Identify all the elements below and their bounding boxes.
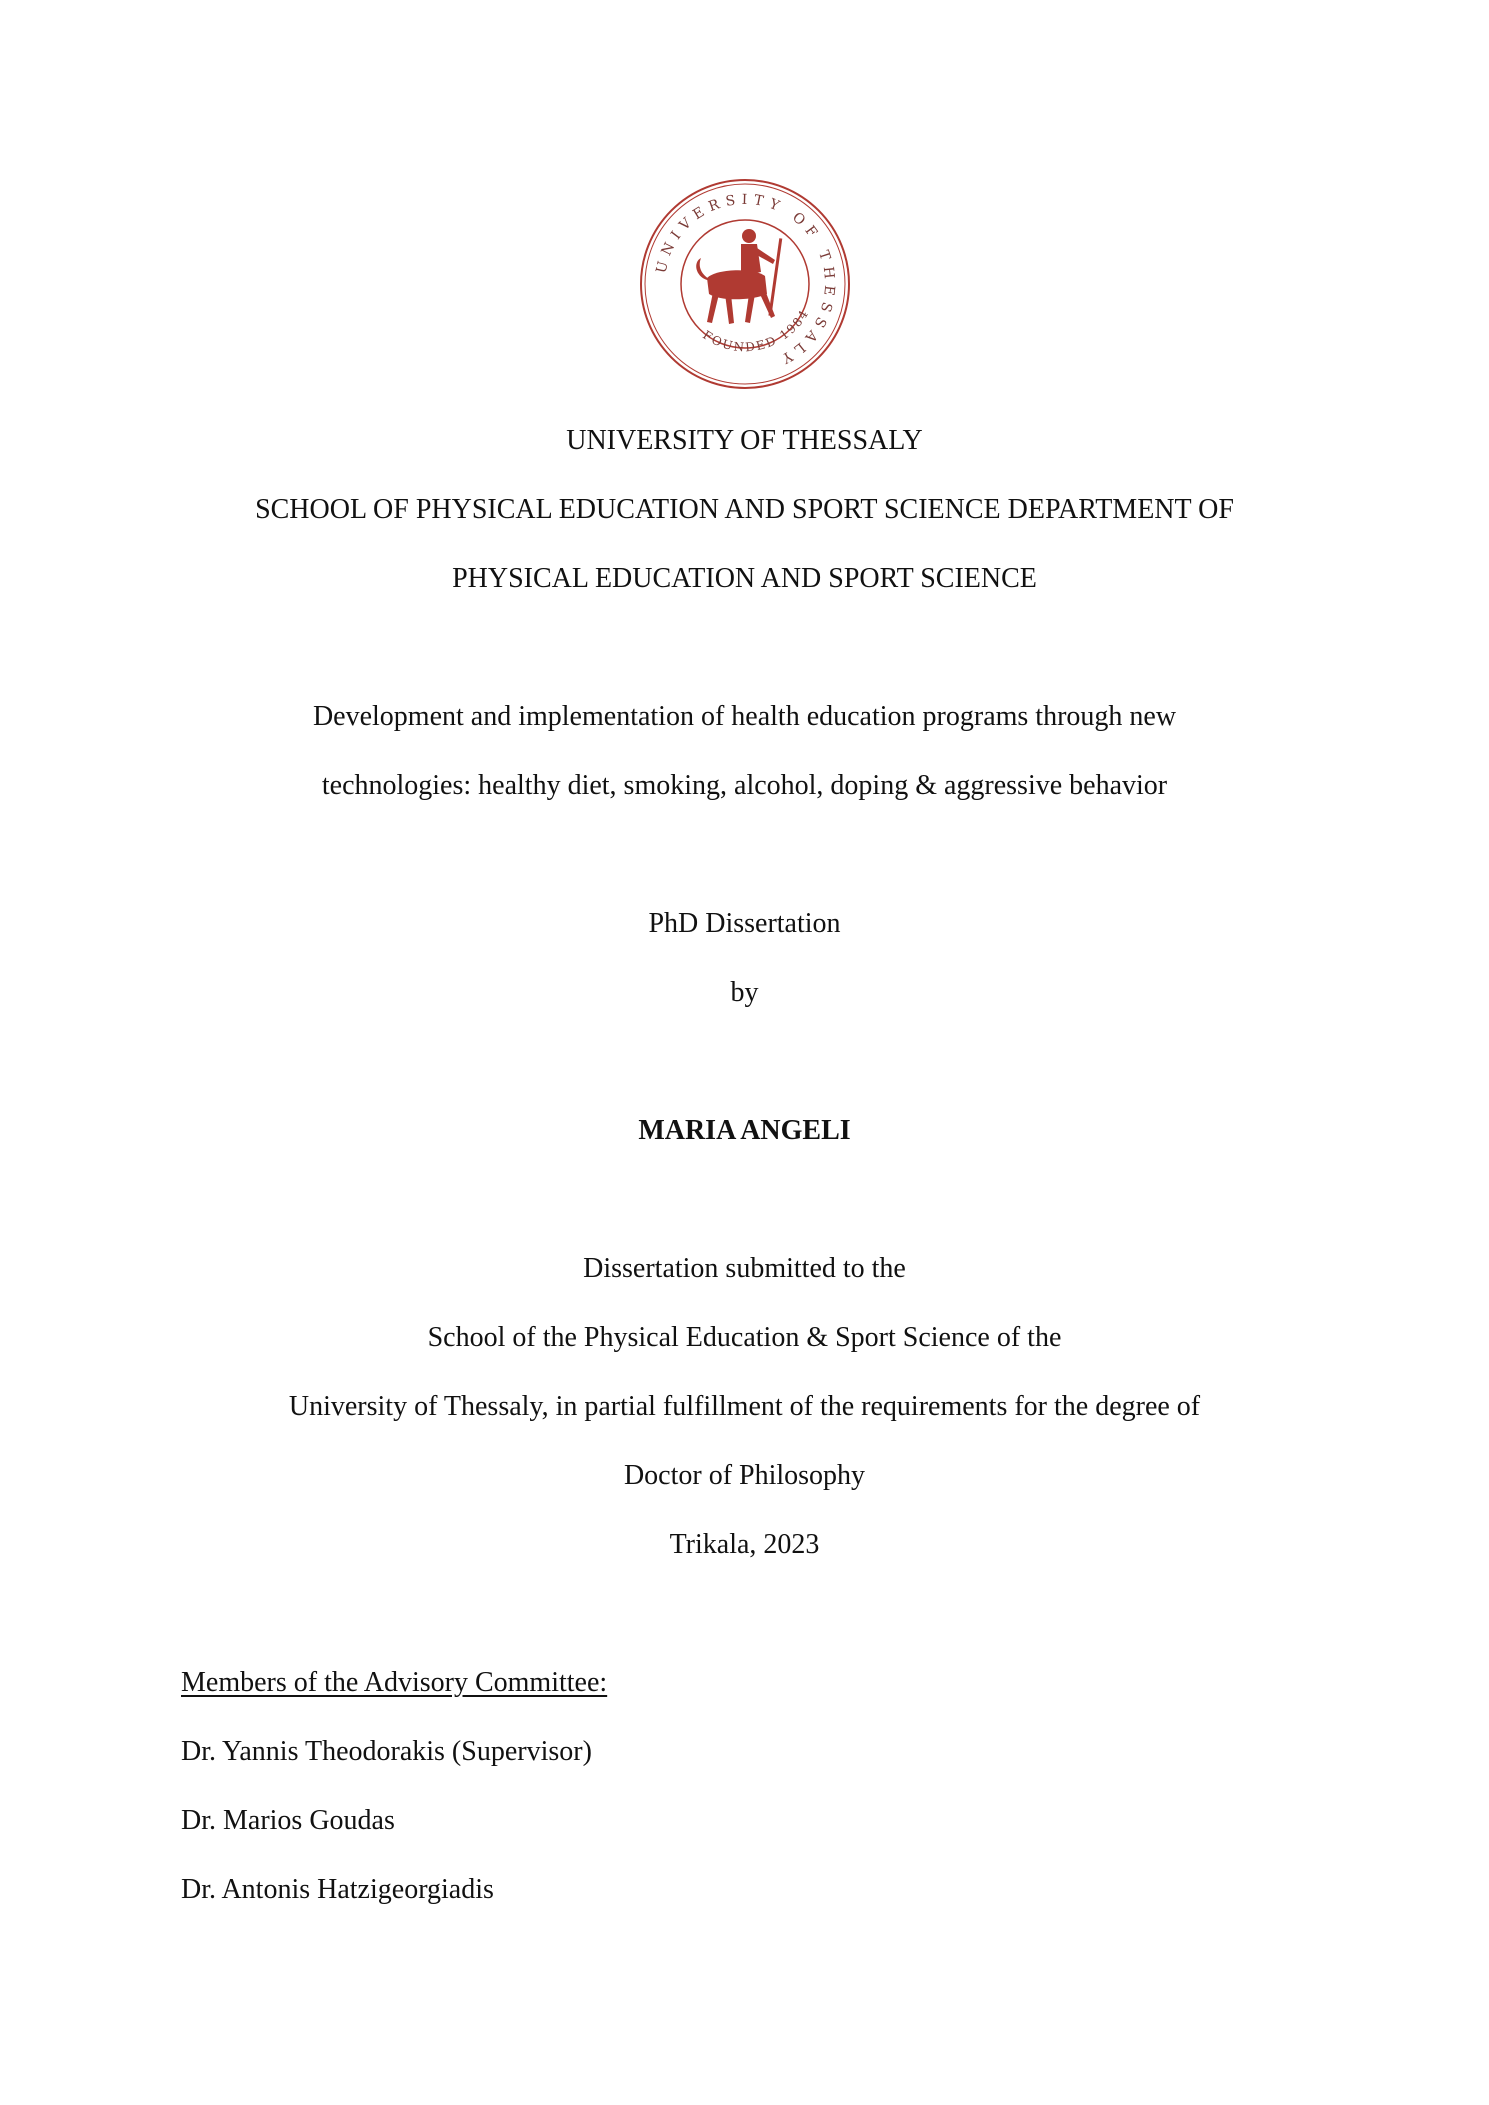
committee-member: Dr. Antonis Hatzigeorgiadis [181, 1874, 494, 1905]
committee-member: Dr. Yannis Theodorakis (Supervisor) [181, 1736, 592, 1767]
submission-line-1: Dissertation submitted to the [583, 1253, 906, 1284]
school-line-2: PHYSICAL EDUCATION AND SPORT SCIENCE [452, 563, 1037, 594]
dissertation-title-line-1: Development and implementation of health education programs through new [312, 701, 1177, 732]
dissertation-title-line-2: technologies: healthy diet, smoking, alcohol, doping & aggressive behavior [321, 770, 1168, 801]
degree-name: Doctor of Philosophy [623, 1460, 866, 1491]
submission-line-3: University of Thessaly, in partial fulfillment of the requirements for the degree of [288, 1391, 1201, 1422]
school-line-1: SCHOOL OF PHYSICAL EDUCATION AND SPORT SCIENCE DEPARTMENT OF [255, 494, 1234, 525]
svg-text:FOUNDED 1984: FOUNDED 1984 [700, 306, 812, 355]
committee-member: Dr. Marios Goudas [181, 1805, 395, 1836]
university-name: UNIVERSITY OF THESSALY [566, 425, 923, 456]
document-type: PhD Dissertation [648, 908, 841, 939]
by-label: by [730, 977, 759, 1008]
submission-line-2: School of the Physical Education & Sport Science of the [427, 1322, 1062, 1353]
svg-text:UNIVERSITY OF THESSALY: UNIVERSITY OF THESSALY [653, 191, 838, 369]
committee-heading: Members of the Advisory Committee: [181, 1667, 608, 1698]
university-seal-logo [637, 176, 853, 392]
author-name: MARIA ANGELI [638, 1115, 851, 1146]
place-and-date: Trikala, 2023 [669, 1529, 820, 1560]
